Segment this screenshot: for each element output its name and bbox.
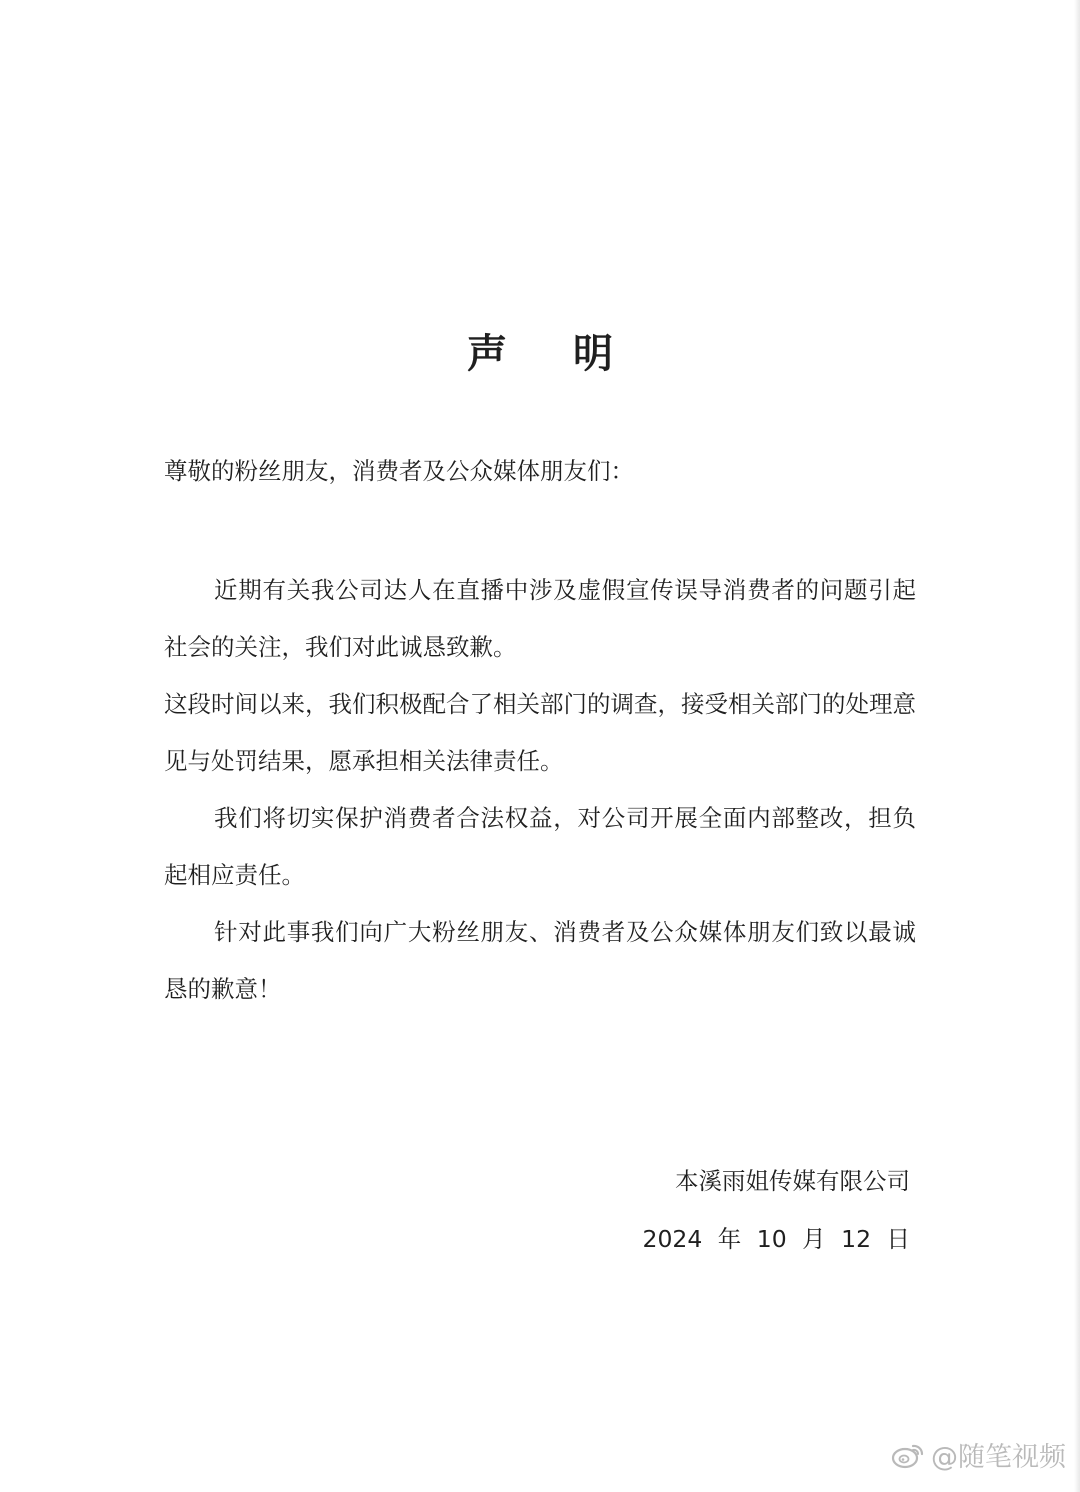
weibo-logo-icon	[891, 1441, 925, 1469]
salutation: 尊敬的粉丝朋友，消费者及公众媒体朋友们：	[164, 457, 634, 485]
paragraph-2: 这段时间以来，我们积极配合了相关部门的调查，接受相关部门的处理意见与处罚结果，愿承担相关法律责任。	[164, 690, 916, 775]
page-edge-shadow	[1074, 0, 1080, 1492]
paragraph-4: 针对此事我们向广大粉丝朋友、消费者及公众媒体朋友们致以最诚恳的歉意！	[164, 918, 916, 1003]
paragraph-1: 近期有关我公司达人在直播中涉及虚假宣传误导消费者的问题引起社会的关注，我们对此诚恳致歉。	[164, 576, 916, 661]
watermark	[891, 1435, 1066, 1474]
watermark-text: @随笔视频	[931, 1442, 1066, 1473]
paragraph-3: 我们将切实保护消费者合法权益，对公司开展全面内部整改，担负起相应责任。	[164, 804, 916, 889]
document-title: 声 明	[467, 330, 639, 377]
statement-date: 2024 年 10 月 12 日	[642, 1225, 910, 1253]
statement-body	[164, 562, 916, 1018]
company-signature: 本溪雨姐传媒有限公司	[675, 1167, 910, 1195]
